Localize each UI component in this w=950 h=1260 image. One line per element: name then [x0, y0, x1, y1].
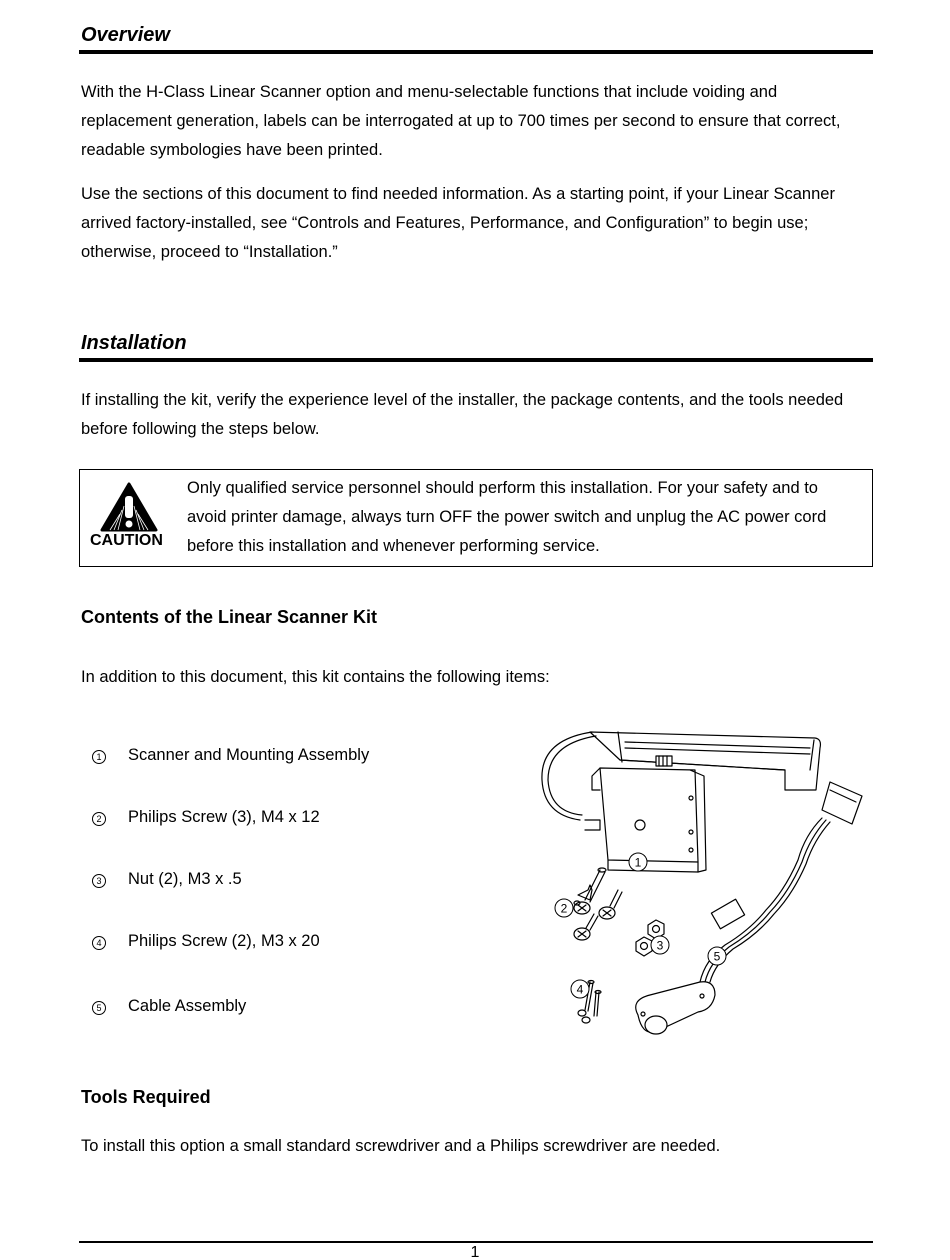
installation-intro: [81, 386, 871, 444]
item-number-3: 3: [92, 874, 106, 888]
paragraph-line: before following the steps below.: [81, 420, 320, 438]
item-number-1: 1: [92, 750, 106, 764]
footer-rule: [79, 1241, 873, 1243]
callout-2-label: 2: [560, 901, 568, 916]
paragraph-line: readable symbologies have been printed.: [81, 141, 383, 159]
tools-text: To install this option a small standard screwdriver and a Philips screwdriver are needed.: [81, 1137, 721, 1155]
installation-heading: Installation: [81, 332, 187, 354]
paragraph-line: otherwise, proceed to “Installation.”: [81, 243, 338, 261]
caution-text: [187, 474, 857, 561]
kit-illustration: [530, 720, 870, 1050]
paragraph-line: Use the sections of this document to find needed information. As a starting point, if your Linear Scanner: [81, 185, 835, 203]
caution-line: avoid printer damage, always turn OFF the power switch and unplug the AC power cord: [187, 508, 827, 526]
kit-intro: In addition to this document, this kit contains the following items:: [81, 668, 550, 686]
callout-1-label: 1: [634, 855, 642, 870]
overview-paragraph-1: [81, 78, 871, 165]
item-label-4: Philips Screw (2), M3 x 20: [128, 932, 320, 950]
caution-line: before this installation and whenever performing service.: [187, 537, 600, 555]
callout-5-label: 5: [713, 949, 721, 964]
overview-rule: [79, 50, 873, 54]
caution-line: Only qualified service personnel should perform this installation. For your safety and to: [187, 479, 818, 497]
item-label-5: Cable Assembly: [128, 997, 247, 1015]
figure-callouts: [555, 853, 726, 998]
item-number-4: 4: [92, 936, 106, 950]
item-label-2: Philips Screw (3), M4 x 12: [128, 808, 320, 826]
paragraph-line: arrived factory-installed, see “Controls and Features, Performance, and Configuration” to begin use;: [81, 214, 809, 232]
paragraph-line: replacement generation, labels can be interrogated at up to 700 times per second to ensure that correct,: [81, 112, 841, 130]
item-number-2: 2: [92, 812, 106, 826]
kit-heading: Contents of the Linear Scanner Kit: [81, 607, 378, 627]
caution-icon: [100, 482, 158, 532]
callout-4-label: 4: [576, 982, 584, 997]
page-number: 1: [470, 1244, 480, 1260]
m4-screws-drawing: [574, 868, 622, 940]
paragraph-line: If installing the kit, verify the experience level of the installer, the package contents, and the tools needed: [81, 391, 844, 409]
item-label-3: Nut (2), M3 x .5: [128, 870, 242, 888]
tools-heading: Tools Required: [81, 1087, 211, 1107]
overview-heading: Overview: [81, 24, 170, 46]
caution-label: CAUTION: [90, 532, 163, 549]
callout-3-label: 3: [656, 938, 664, 953]
overview-paragraph-2: [81, 180, 871, 267]
paragraph-line: With the H-Class Linear Scanner option and menu-selectable functions that include voiding and: [81, 83, 778, 101]
item-number-5: 5: [92, 1001, 106, 1015]
item-label-1: Scanner and Mounting Assembly: [128, 746, 370, 764]
installation-rule: [79, 358, 873, 362]
